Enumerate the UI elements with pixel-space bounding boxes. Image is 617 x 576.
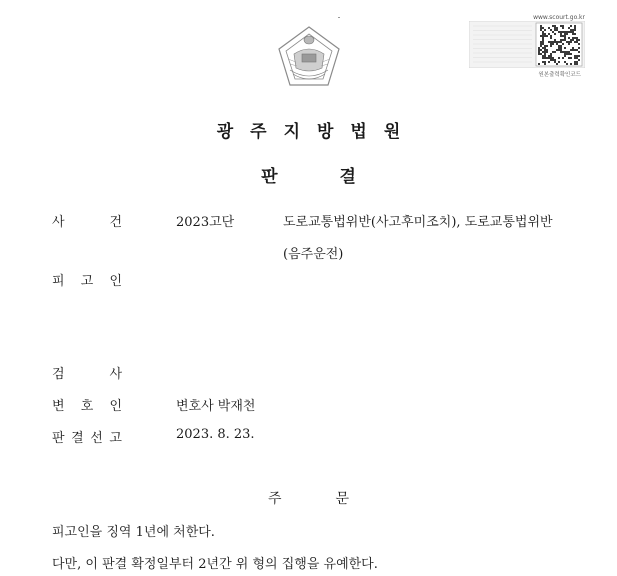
qr-cell	[556, 29, 558, 31]
qr-cell	[554, 39, 556, 41]
qr-cell	[564, 31, 566, 33]
qr-cell	[568, 43, 570, 45]
qr-cell	[564, 47, 566, 49]
qr-cell	[570, 57, 572, 59]
qr-cell	[546, 45, 548, 47]
qr-cell	[556, 43, 558, 45]
qr-cell	[542, 33, 544, 35]
qr-cell	[550, 53, 552, 55]
qr-code-icon	[469, 21, 585, 68]
prosecutor-label	[52, 363, 122, 382]
defense-label	[52, 395, 122, 414]
qr-cell	[542, 61, 544, 63]
qr-cell	[542, 55, 544, 57]
qr-cell	[546, 49, 548, 51]
qr-cell	[572, 39, 574, 41]
qr-cell	[538, 51, 540, 53]
verdict-date-label-char: 결	[71, 431, 84, 446]
qr-cell	[540, 43, 542, 45]
case-label	[52, 211, 122, 230]
qr-cell	[564, 39, 566, 41]
defense-counsel: 변호사 박재천	[176, 399, 256, 414]
qr-cell	[574, 33, 576, 35]
qr-cell	[574, 25, 576, 27]
qr-cell	[574, 63, 576, 65]
qr-cell	[576, 37, 578, 39]
qr-cell	[548, 27, 550, 29]
verdict-date-label-char: 선	[90, 431, 103, 446]
qr-cell	[542, 51, 544, 53]
qr-cell	[572, 29, 574, 31]
prosecutor-label-char: 사	[109, 367, 122, 382]
case-label-char: 사	[52, 215, 65, 230]
qr-cell	[562, 39, 564, 41]
qr-cell	[554, 27, 556, 29]
defense-label-char: 인	[109, 399, 122, 414]
qr-cell	[544, 51, 546, 53]
qr-cell	[548, 55, 550, 57]
defendant-label-char: 인	[109, 274, 122, 289]
qr-cell	[542, 41, 544, 43]
qr-cell	[560, 33, 562, 35]
qr-cell	[554, 59, 556, 61]
defendant-label-char: 피	[52, 274, 65, 289]
verification-caption: 원본출력확인코드	[538, 72, 581, 78]
ruling-title: 주문	[267, 491, 404, 507]
qr-cell	[540, 25, 542, 27]
qr-cell	[538, 53, 540, 55]
qr-cell	[544, 63, 546, 65]
qr-cell	[550, 57, 552, 59]
qr-cell	[544, 29, 546, 31]
qr-cell	[548, 41, 550, 43]
qr-cell	[558, 31, 560, 33]
qr-cell	[564, 33, 566, 35]
qr-cell	[544, 33, 546, 35]
qr-cell	[562, 57, 564, 59]
qr-cell	[546, 35, 548, 37]
qr-cell	[550, 45, 552, 47]
qr-cell	[566, 53, 568, 55]
qr-cell	[554, 25, 556, 27]
verification-url: www.scourt.go.kr	[533, 14, 585, 21]
qr-cell	[540, 45, 542, 47]
qr-cell	[574, 37, 576, 39]
qr-cell	[548, 33, 550, 35]
qr-cell	[554, 41, 556, 43]
qr-cell	[544, 57, 546, 59]
qr-cell	[570, 25, 572, 27]
qr-cell	[566, 41, 568, 43]
qr-cell	[552, 43, 554, 45]
qr-cell	[554, 29, 556, 31]
qr-cell	[570, 63, 572, 65]
defense-label-char: 호	[80, 399, 94, 414]
qr-cell	[564, 55, 566, 57]
qr-cell	[568, 57, 570, 59]
qr-cell	[576, 61, 578, 63]
qr-cell	[566, 31, 568, 33]
qr-cell	[574, 57, 576, 59]
qr-cell	[570, 53, 572, 55]
qr-cell	[576, 39, 578, 41]
qr-cell	[542, 39, 544, 41]
qr-cell	[544, 35, 546, 37]
court-emblem-icon	[276, 24, 342, 88]
qr-cell	[550, 37, 552, 39]
qr-cell	[564, 37, 566, 39]
qr-cell	[568, 53, 570, 55]
qr-cell	[542, 43, 544, 45]
qr-cell	[564, 51, 566, 53]
verdict-date-label	[52, 427, 122, 446]
qr-cell	[564, 53, 566, 55]
qr-cell	[560, 45, 562, 47]
qr-cell	[538, 63, 540, 65]
qr-cell	[542, 27, 544, 29]
qr-cell	[578, 39, 580, 41]
qr-cell	[540, 29, 542, 31]
scan-speck	[338, 17, 340, 18]
qr-cell	[560, 35, 562, 37]
qr-cell	[562, 27, 564, 29]
qr-cell	[540, 35, 542, 37]
qr-cell	[544, 53, 546, 55]
qr-cell	[562, 51, 564, 53]
qr-cell	[568, 31, 570, 33]
qr-cell	[562, 25, 564, 27]
qr-cell	[556, 63, 558, 65]
qr-cell	[548, 57, 550, 59]
qr-cell	[538, 49, 540, 51]
qr-cell	[562, 43, 564, 45]
qr-cell	[566, 63, 568, 65]
qr-cell	[550, 55, 552, 57]
qr-cell	[552, 25, 554, 27]
qr-cell	[558, 57, 560, 59]
qr-cell	[564, 35, 566, 37]
qr-cell	[568, 37, 570, 39]
defendant-label	[52, 270, 122, 289]
court-name: 광주지방법원	[216, 122, 418, 142]
qr-cell	[574, 27, 576, 29]
case-name: 도로교통법위반(사고후미조치), 도로교통법위반	[283, 215, 553, 230]
qr-cell	[574, 49, 576, 51]
qr-cell	[554, 51, 556, 53]
defendant-label-char: 고	[80, 274, 94, 289]
verdict-date-label-char: 고	[109, 431, 122, 446]
qr-cell	[544, 49, 546, 51]
qr-cell	[560, 49, 562, 51]
document-type: 판결	[261, 167, 418, 187]
qr-cell	[538, 47, 540, 49]
qr-cell	[576, 55, 578, 57]
defense-label-char: 변	[52, 399, 65, 414]
qr-cell	[542, 47, 544, 49]
qr-cell	[578, 55, 580, 57]
ruling-line-sentence: 피고인을 징역 1년에 처한다.	[52, 525, 215, 540]
qr-cell	[542, 57, 544, 59]
qr-cell	[552, 59, 554, 61]
qr-cell	[550, 41, 552, 43]
verdict-date-label-char: 판	[52, 431, 65, 446]
qr-cell	[550, 43, 552, 45]
qr-cell	[562, 35, 564, 37]
qr-cell	[572, 33, 574, 35]
qr-cell	[560, 41, 562, 43]
case-label-char: 건	[109, 215, 122, 230]
qr-cell	[570, 31, 572, 33]
qr-cell	[576, 49, 578, 51]
qr-cell	[578, 47, 580, 49]
qr-cell	[552, 31, 554, 33]
qr-cell	[566, 51, 568, 53]
qr-cell	[540, 49, 542, 51]
qr-cell	[574, 55, 576, 57]
prosecutor-label-char: 검	[52, 367, 65, 382]
qr-cell	[550, 29, 552, 31]
verdict-date: 2023. 8. 23.	[176, 427, 255, 442]
qr-cell	[542, 37, 544, 39]
qr-cell	[570, 39, 572, 41]
qr-cell	[556, 41, 558, 43]
case-name-continued: (음주운전)	[283, 247, 344, 262]
qr-cell	[572, 47, 574, 49]
qr-cell	[544, 47, 546, 49]
qr-cell	[554, 61, 556, 63]
qr-cell	[570, 41, 572, 43]
qr-cell	[552, 57, 554, 59]
qr-cell	[554, 33, 556, 35]
qr-cell	[574, 61, 576, 63]
qr-cell	[560, 31, 562, 33]
verification-code-box	[469, 14, 585, 78]
qr-cell	[578, 43, 580, 45]
qr-cell	[558, 47, 560, 49]
qr-cell	[558, 45, 560, 47]
qr-cell	[558, 41, 560, 43]
qr-cell	[542, 31, 544, 33]
qr-cell	[572, 37, 574, 39]
qr-cell	[540, 27, 542, 29]
qr-cell	[542, 35, 544, 37]
qr-cell	[576, 63, 578, 65]
qr-cell	[568, 51, 570, 53]
case-number: 2023고단	[176, 215, 235, 230]
qr-cell	[564, 61, 566, 63]
qr-cell	[544, 55, 546, 57]
qr-cell	[576, 41, 578, 43]
qr-cell	[556, 49, 558, 51]
qr-cell	[568, 27, 570, 29]
qr-cell	[544, 61, 546, 63]
ruling-line-suspension: 다만, 이 판결 확정일부터 2년간 위 형의 집행을 유예한다.	[52, 557, 378, 572]
qr-cell	[558, 61, 560, 63]
qr-cell	[578, 59, 580, 61]
qr-cell	[562, 31, 564, 33]
qr-cell	[560, 25, 562, 27]
qr-cell	[556, 27, 558, 29]
qr-cell	[572, 49, 574, 51]
qr-cell	[572, 31, 574, 33]
qr-cell	[574, 41, 576, 43]
qr-cell	[574, 29, 576, 31]
qr-cell	[578, 51, 580, 53]
qr-cell	[560, 51, 562, 53]
qr-cell	[570, 49, 572, 51]
qr-cell	[570, 29, 572, 31]
qr-cell	[560, 47, 562, 49]
qr-cell	[548, 61, 550, 63]
qr-cell	[550, 59, 552, 61]
qr-cell	[544, 45, 546, 47]
qr-cell	[560, 39, 562, 41]
qr-cell	[540, 41, 542, 43]
qr-cell	[546, 51, 548, 53]
qr-cell	[540, 53, 542, 55]
qr-cell	[558, 49, 560, 51]
qr-cell	[568, 41, 570, 43]
qr-cell	[546, 57, 548, 59]
qr-cell	[552, 51, 554, 53]
qr-cell	[550, 35, 552, 37]
qr-cell	[566, 33, 568, 35]
qr-cell	[552, 41, 554, 43]
qr-cell	[576, 57, 578, 59]
